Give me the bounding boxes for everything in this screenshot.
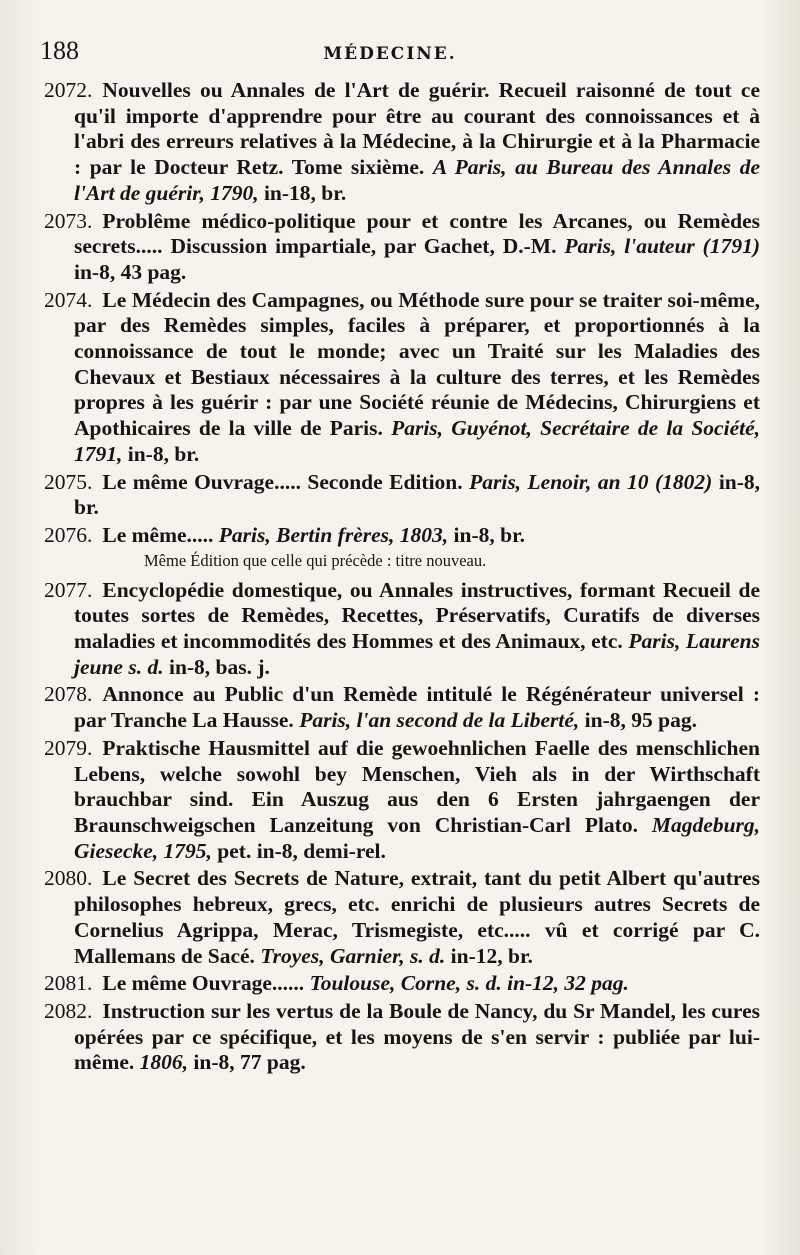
entry-imprint: Troyes, Garnier, s. d.: [260, 943, 446, 968]
entry-title: Annonce au Public d'un Remède intitulé le Régénérateur universel : par Tranche La Hausse.: [74, 682, 760, 733]
entry-imprint: A Paris, au Bureau des Annales de l'Art de guérir, 1790,: [74, 155, 760, 205]
catalogue-entry: [44, 288, 760, 468]
entry-format: in-8, 95 pag.: [584, 708, 697, 733]
catalogue-entry: [44, 78, 760, 207]
entry-format: in-8, br.: [74, 469, 761, 520]
catalogue-entry: [44, 736, 760, 865]
entry-imprint: Paris, l'an second de la Liberté,: [299, 708, 580, 733]
entry-number: 2075.: [44, 469, 93, 494]
entry-imprint: Paris, Guyénot, Secrétaire de la Société, 1791,: [74, 416, 761, 466]
catalogue-entry: [44, 866, 760, 969]
entry-title: Encyclopédie domestique, ou Annales instructives, formant Recueil de toutes sortes de Remèdes, Recettes, Préservatifs, Curatifs de diverses maladies et incommodités des Hommes et des Animaux, etc.: [74, 577, 760, 654]
page-header: [40, 36, 740, 76]
catalogue-entry: [44, 971, 760, 997]
entry-title: Nouvelles ou Annales de l'Art de guérir. Recueil raisonné de tout ce qu'il importe d'apprendre pour être au courant des connoissances et à l'abri des erreurs relatives à la Médecine, à la Chirurgie et à la Pharmacie : par le Docteur Retz. Tome sixième.: [74, 78, 760, 180]
entry-imprint: 1806,: [139, 1050, 189, 1075]
entry-title: Le même.....: [102, 522, 214, 547]
page-number: 188: [40, 36, 79, 65]
entry-title: Le même Ouvrage..... Seconde Edition.: [102, 469, 463, 494]
catalogue-entry: [44, 470, 760, 521]
entry-format: in-8, br.: [127, 441, 200, 466]
catalogue-entry: [44, 999, 760, 1076]
entry-format: in-8, 43 pag.: [74, 259, 187, 284]
catalogue-entry: [44, 682, 760, 733]
entry-number: 2072.: [44, 78, 93, 102]
catalogue-entry: [44, 523, 760, 549]
entry-number: 2076.: [44, 522, 93, 547]
entry-number: 2081.: [44, 971, 93, 996]
entry-format: in-8, 77 pag.: [193, 1050, 306, 1075]
entry-number: 2080.: [44, 866, 93, 891]
entry-note: Même Édition que celle qui précède : titre nouveau.: [144, 550, 487, 570]
entry-imprint: Paris, l'auteur (1791): [564, 234, 761, 259]
entry-imprint: Toulouse, Corne, s. d. in-12, 32 pag.: [309, 971, 629, 996]
entry-title: Le même Ouvrage......: [102, 971, 305, 996]
entry-format: pet. in-8, demi-rel.: [217, 838, 386, 863]
entry-number: 2079.: [44, 735, 93, 760]
entry-format: in-8, bas. j.: [168, 654, 270, 679]
entry-imprint: Paris, Bertin frères, 1803,: [218, 522, 449, 547]
entry-format: in-8, br.: [453, 522, 526, 547]
entry-title: Le Secret des Secrets de Nature, extrait, tant du petit Albert qu'autres philosophes hebreux, grecs, etc. enrichi de plusieurs autres Secrets de Cornelius Agrippa, Merac, Trismegiste, etc..... vû et corrigé par C. Mallemans de Sacé.: [74, 866, 760, 968]
entry-title: Praktische Hausmittel auf die gewoehnlichen Faelle des menschlichen Lebens, welche sowohl bey Menschen, Vieh als in der Wirthschaft brauchbar sind. Ein Auszug aus den 6 Ersten jahrgaengen der Braunschweigschen Lanzeitung von Christian-Carl Plato.: [74, 735, 760, 837]
entry-imprint: Magdeburg, Giesecke, 1795,: [74, 812, 761, 863]
catalogue-entry: [44, 578, 760, 681]
entry-format: in-12, br.: [450, 943, 533, 968]
entry-title: Problême médico-politique pour et contre les Arcanes, ou Remèdes secrets..... Discussion impartiale, par Gachet, D.-M.: [74, 208, 760, 259]
entry-format: in-18, br.: [263, 180, 347, 205]
entry-number: 2073.: [44, 208, 93, 233]
entry-title: Instruction sur les vertus de la Boule de Nancy, du Sr Mandel, les cures opérées par ce spécifique, et les moyens de s'en servir : publiée par lui-même.: [74, 998, 760, 1075]
entry-number: 2078.: [44, 682, 93, 707]
entry-number: 2077.: [44, 577, 93, 602]
catalogue-entries: [44, 78, 760, 1078]
catalogue-entry: [44, 209, 760, 286]
entry-number: 2074.: [44, 287, 93, 312]
entry-title: Le Médecin des Campagnes, ou Méthode sure pour se traiter soi-même, par des Remèdes simples, faciles à préparer, et proportionnés à la connoissance de tout le monde; avec un Traité sur les Maladies des Chevaux et Bestiaux nécessaires à la culture des terres, et les Remèdes propres à les guérir : par une Société réunie de Médecins, Chirurgiens et Apothicaires de la ville de Paris.: [74, 287, 760, 441]
entry-imprint: Paris, Lenoir, an 10 (1802): [469, 469, 713, 494]
running-title: MÉDECINE.: [323, 44, 457, 64]
entry-imprint: Paris, Laurens jeune s. d.: [74, 629, 761, 679]
entry-number: 2082.: [44, 998, 93, 1023]
